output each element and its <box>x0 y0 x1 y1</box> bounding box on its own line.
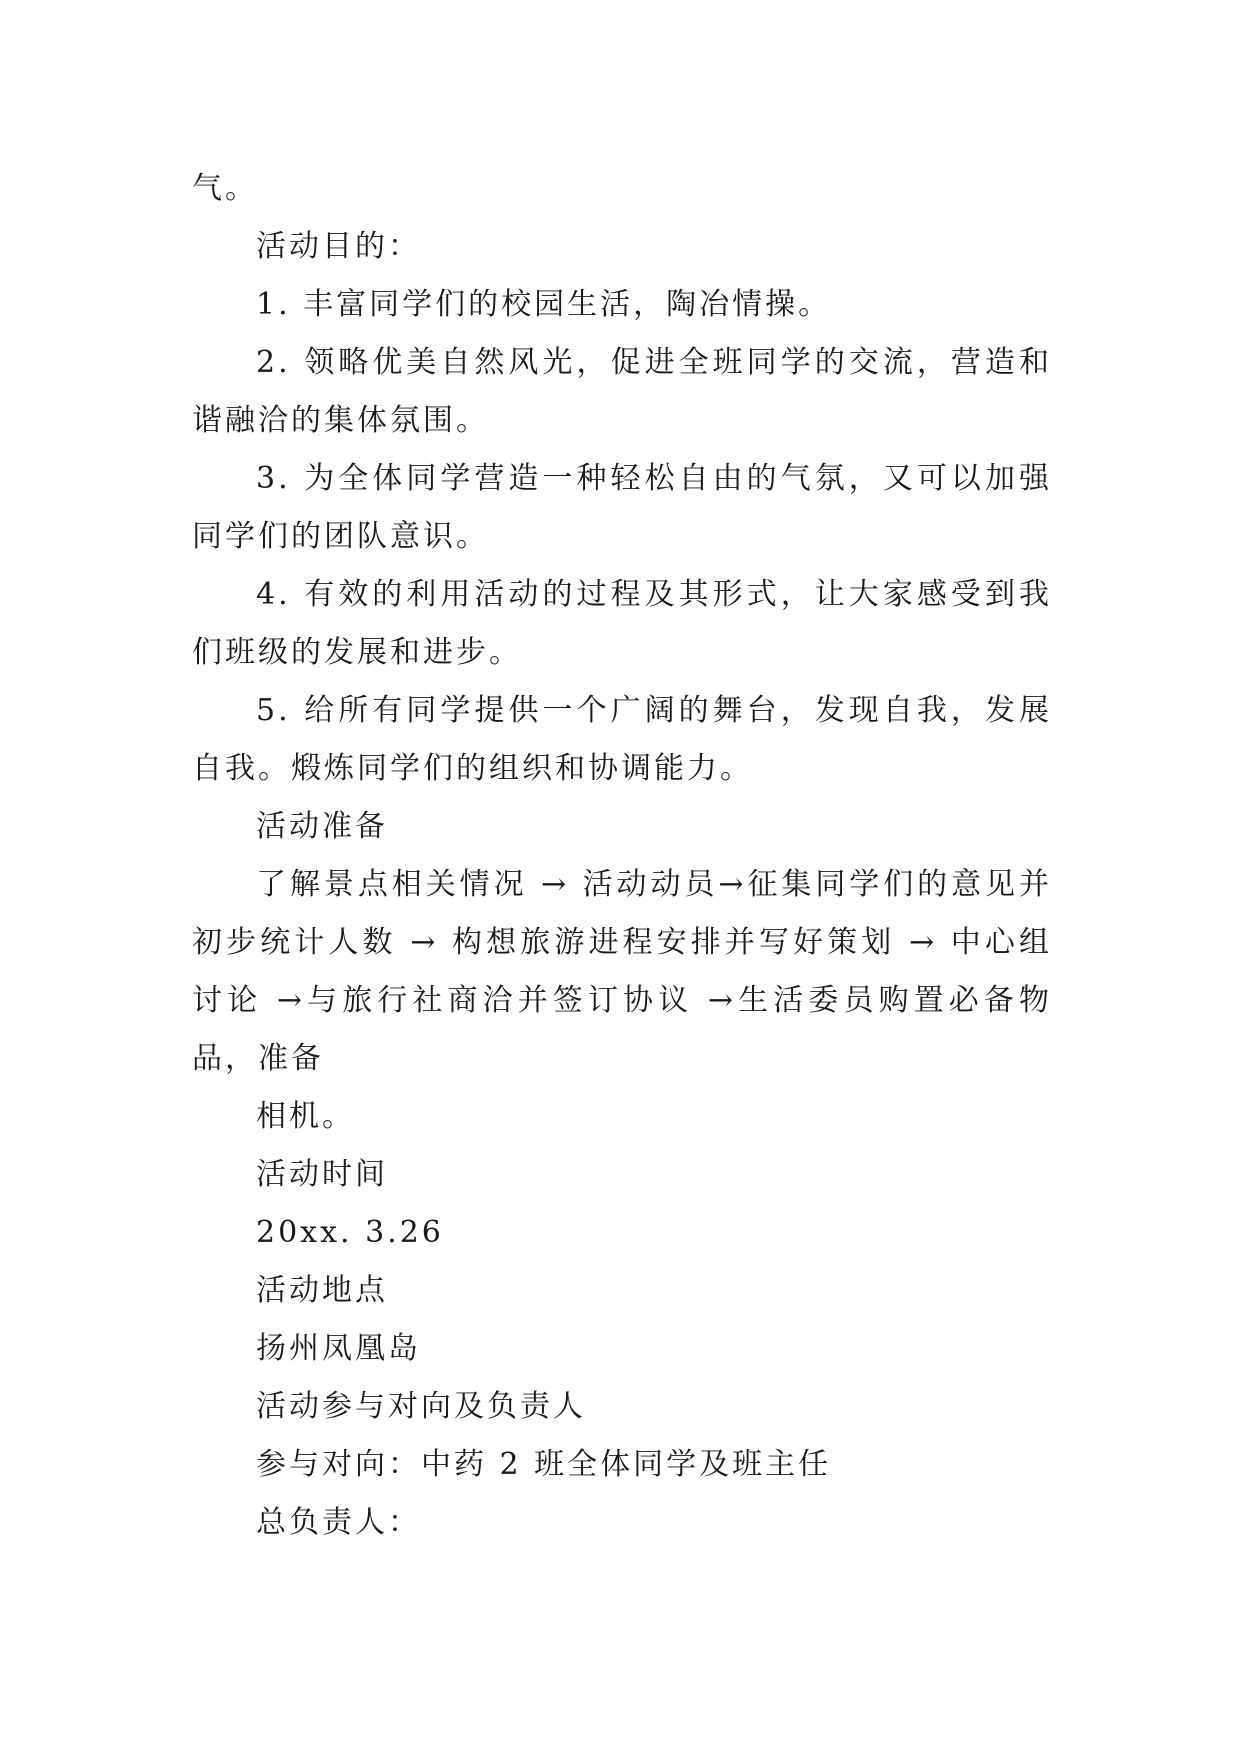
purpose-item-3: 3. 为全体同学营造一种轻松自由的气氛，又可以加强同学们的团队意识。 <box>192 461 1052 554</box>
place-heading: 活动地点 <box>256 1273 388 1308</box>
purpose-item-5: 5. 给所有同学提供一个广阔的舞台，发现自我，发展自我。煅炼同学们的组织和协调能力。 <box>192 693 1052 786</box>
purpose-item-2: 2. 领略优美自然风光，促进全班同学的交流，营造和谐融洽的集体氛围。 <box>192 345 1052 438</box>
continued-paragraph: 气。 <box>192 171 258 206</box>
purpose-item-1: 1. 丰富同学们的校园生活，陶冶情操。 <box>256 287 832 322</box>
time-heading: 活动时间 <box>256 1157 388 1192</box>
time-value: 20xx. 3.26 <box>256 1215 444 1250</box>
preparation-heading: 活动准备 <box>256 809 388 844</box>
preparation-camera: 相机。 <box>256 1099 355 1134</box>
leader-line: 总负责人： <box>256 1505 421 1540</box>
purpose-heading: 活动目的： <box>256 229 421 264</box>
participants-heading: 活动参与对向及负责人 <box>256 1389 586 1424</box>
purpose-item-4: 4. 有效的利用活动的过程及其形式，让大家感受到我们班级的发展和进步。 <box>192 577 1052 670</box>
preparation-steps: 了解景点相关情况 → 活动动员→征集同学们的意见并初步统计人数 → 构想旅游进程安排并写好策划 → 中心组讨论 →与旅行社商洽并签订协议 →生活委员购置必备物品，准备 <box>192 867 1052 1076</box>
place-value: 扬州凤凰岛 <box>256 1331 421 1366</box>
document-body <box>192 160 1052 1552</box>
participants-line: 参与对向：中药 2 班全体同学及班主任 <box>256 1447 832 1482</box>
